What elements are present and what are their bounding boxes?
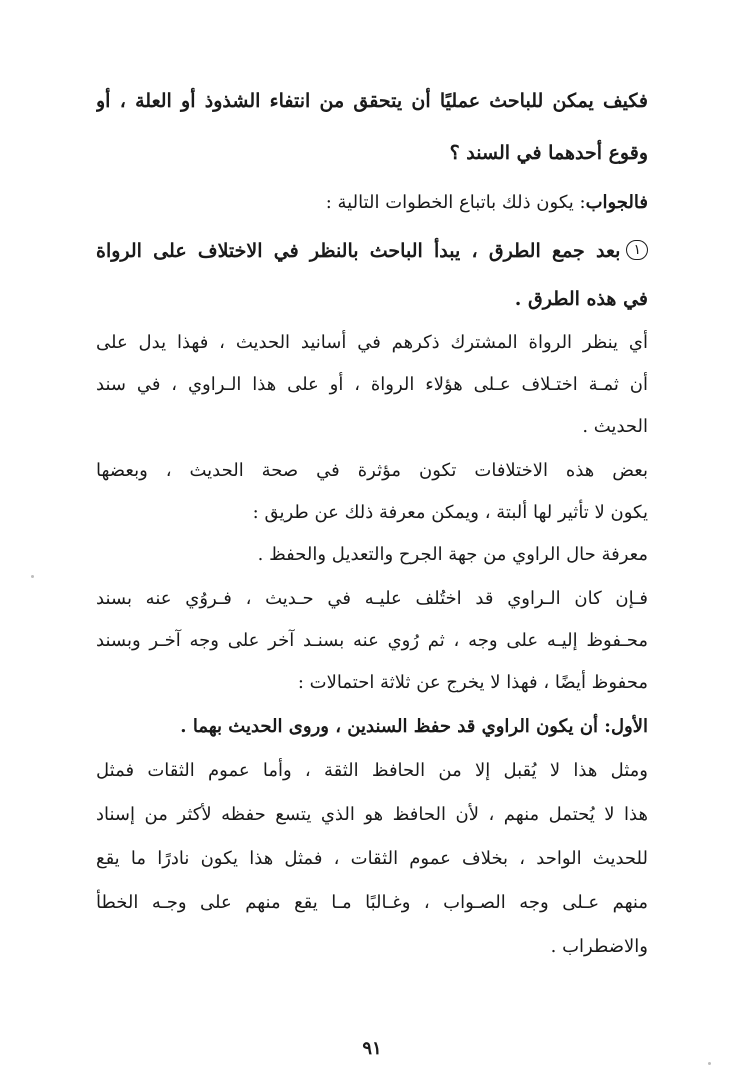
text-line-18: للحديث الواحد ، بخلاف عموم الثقات ، فمثل هذا يكون نادرًا ما يقع — [96, 848, 648, 869]
text-line-16: ومثل هذا لا يُقبل إلا من الحافظ الثقة ، وأما عموم الثقات فمثل — [96, 760, 648, 781]
step-1-text: بعد جمع الطرق ، يبدأ الباحث بالنظر في الاختلاف على الرواة — [96, 240, 621, 262]
step-number-badge: ١ — [626, 240, 648, 260]
answer-label: فالجواب — [585, 192, 648, 213]
text-line-20: والاضطراب . — [550, 936, 648, 957]
page-number: ٩١ — [362, 1038, 382, 1059]
text-line-10: يكون لا تأثير لها ألبتة ، ويمكن معرفة ذلك عن طريق : — [252, 502, 648, 523]
text-line-15 — [96, 712, 648, 744]
step-1-heading — [96, 236, 648, 268]
text-line-11: معرفة حال الراوي من جهة الجرح والتعديل والحفظ . — [257, 544, 648, 565]
text-line-7: أن ثمـة اختـلاف عـلى هؤلاء الرواة ، أو على هذا الـراوي ، في سند — [96, 374, 648, 395]
text-line-2: وقوع أحدهما في السند ؟ — [449, 142, 648, 164]
scan-speck — [708, 1062, 711, 1065]
scan-speck — [31, 575, 34, 578]
first-case-label: الأول — [610, 716, 648, 737]
text-line-5: في هذه الطرق . — [514, 288, 648, 310]
first-case-text: : أن يكون الراوي قد حفظ السندين ، وروى الحديث بهما . — [180, 716, 611, 737]
text-line-1: فكيف يمكن للباحث عمليًا أن يتحقق من انتفاء الشذوذ أو العلة ، أو — [96, 90, 648, 112]
text-line-12: فـإن كان الـراوي قد اختُلف عليـه في حـديث ، فـروُي عنه بسند — [96, 588, 648, 609]
text-line-14: محفوظ أيضًا ، فهذا لا يخرج عن ثلاثة احتمالات : — [297, 672, 648, 693]
text-line-17: هذا لا يُحتمل منهم ، لأن الحافظ هو الذي يتسع حفظه لأكثر من إسناد — [96, 804, 648, 825]
answer-text: : يكون ذلك باتباع الخطوات التالية : — [325, 192, 586, 213]
text-line-13: محـفوظ إليـه على وجه ، ثم رُوي عنه بسنـد آخر على وجه آخـر وبسند — [96, 630, 648, 651]
text-line-9: بعض هذه الاختلافات تكون مؤثرة في صحة الحديث ، وبعضها — [96, 460, 648, 481]
text-line-3 — [96, 188, 648, 220]
text-line-19: منهم عـلى وجه الصـواب ، وغـالبًا مـا يقع منهم على وجـه الخطأ — [96, 892, 648, 913]
text-line-6: أي ينظر الرواة المشترك ذكرهم في أسانيد الحديث ، فهذا يدل على — [96, 332, 648, 353]
text-line-8: الحديث . — [582, 416, 648, 437]
